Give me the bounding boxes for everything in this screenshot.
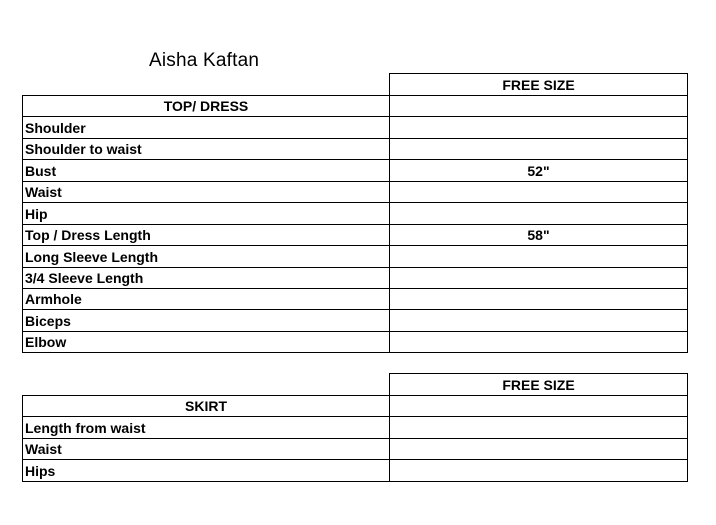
row-value-skirt-waist (390, 439, 687, 459)
row-label-shoulder: Shoulder (25, 119, 86, 136)
row-label-length-from-waist: Length from waist (25, 419, 146, 436)
row-label-hips: Hips (25, 462, 56, 479)
row-label-armhole: Armhole (25, 291, 82, 307)
document-title: Aisha Kaftan (149, 50, 260, 71)
row-value-hips (390, 460, 687, 481)
row-label-skirt-waist: Waist (25, 441, 62, 457)
row-value-three-quarter-sleeve-length (390, 268, 687, 288)
top-section-header: TOP/ DRESS (163, 98, 249, 114)
row-label-waist: Waist (25, 184, 62, 200)
row-label-dress-length: Top / Dress Length (25, 227, 151, 243)
row-label-bust: Bust (25, 162, 57, 179)
row-value-shoulder-to-waist (390, 139, 687, 159)
row-value-bust: 52" (527, 162, 550, 179)
top-size-header: FREE SIZE (502, 76, 575, 93)
row-label-shoulder-to-waist: Shoulder to waist (25, 141, 142, 157)
row-label-three-quarter-sleeve-length: 3/4 Sleeve Length (25, 270, 144, 286)
row-value-length-from-waist (390, 417, 687, 438)
row-value-biceps (390, 310, 687, 331)
row-label-elbow: Elbow (25, 334, 67, 350)
row-label-long-sleeve-length: Long Sleeve Length (25, 248, 159, 265)
skirt-section-header: SKIRT (185, 398, 227, 414)
row-label-biceps: Biceps (25, 312, 71, 329)
row-value-waist (390, 182, 687, 202)
row-label-hip: Hip (25, 205, 48, 222)
row-value-dress-length: 58" (527, 227, 550, 243)
row-value-long-sleeve-length (390, 246, 687, 267)
skirt-size-header: FREE SIZE (502, 376, 575, 393)
row-value-shoulder (390, 117, 687, 138)
row-value-hip (390, 203, 687, 224)
row-value-armhole (390, 289, 687, 309)
row-value-elbow (390, 332, 687, 352)
